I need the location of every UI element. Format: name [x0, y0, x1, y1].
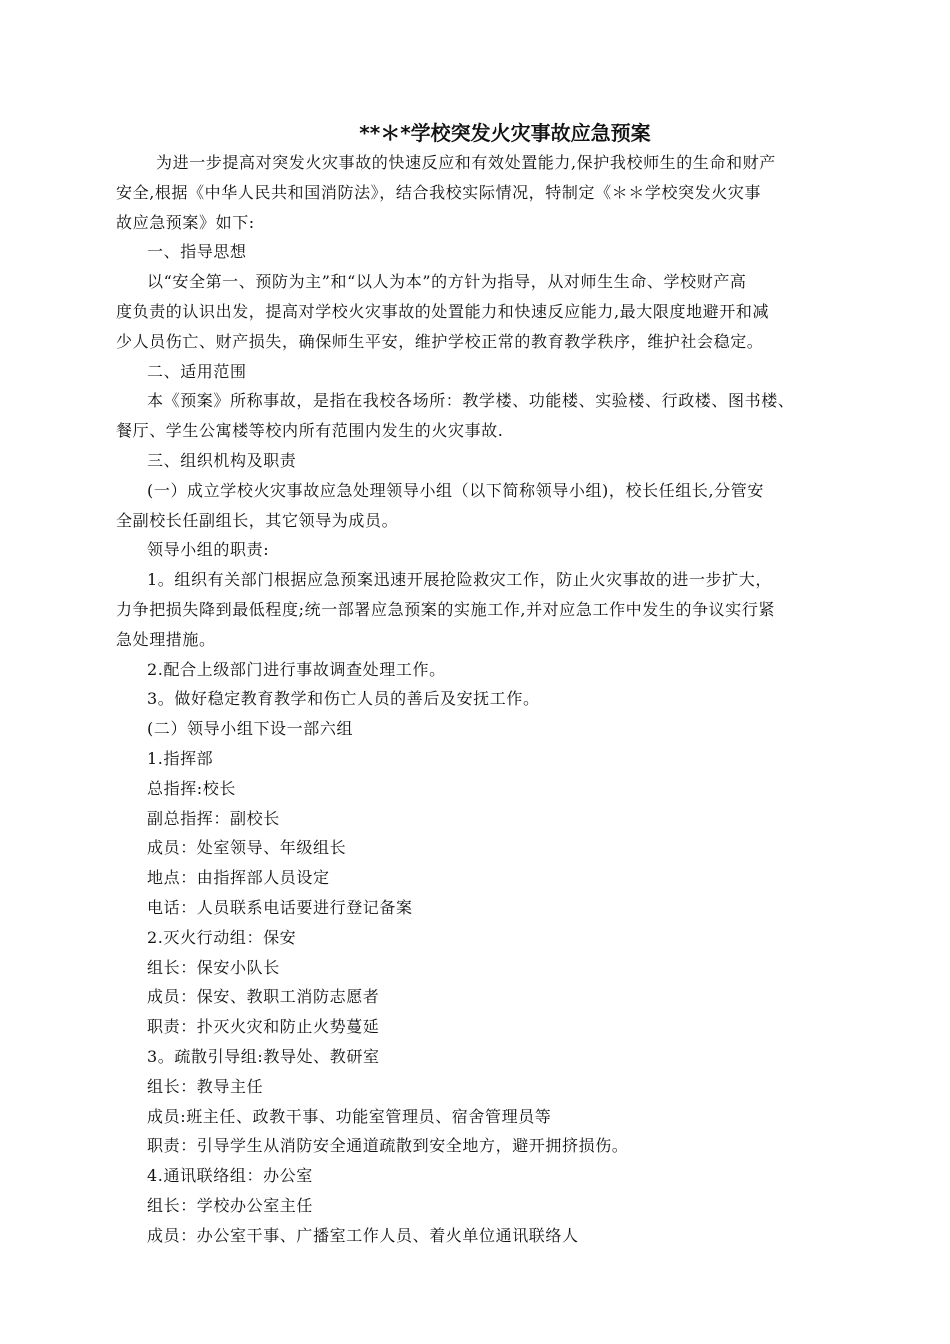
section-heading: 三、组织机构及职责 — [147, 450, 297, 470]
paragraph-line: 急处理措施。 — [116, 629, 216, 649]
list-item: 副总指挥：副校长 — [147, 808, 280, 828]
list-item: 3。疏散引导组:教导处、教研室 — [147, 1046, 380, 1066]
list-item: 成员：保安、教职工消防志愿者 — [147, 987, 380, 1007]
paragraph-line: 1。组织有关部门根据应急预案迅速开展抢险救灾工作，防止火灾事故的进一步扩大， — [147, 570, 772, 590]
list-item: 4.通讯联络组：办公室 — [147, 1166, 313, 1186]
paragraph-line: (一）成立学校火灾事故应急处理领导小组（以下简称领导小组)，校长任组长,分管安 — [147, 480, 764, 500]
list-item: 成员：办公室干事、广播室工作人员、着火单位通讯联络人 — [147, 1225, 579, 1245]
paragraph-line: 少人员伤亡、财产损失，确保师生平安，维护学校正常的教育教学秩序，维护社会稳定。 — [116, 331, 764, 351]
list-item: 成员：处室领导、年级组长 — [147, 838, 347, 858]
list-item: 职责：扑灭火灾和防止火势蔓延 — [147, 1017, 380, 1037]
document-title: **＊*学校突发火灾事故应急预案 — [359, 121, 651, 145]
subsection-heading: (二）领导小组下设一部六组 — [147, 719, 354, 739]
paragraph-line: 以“安全第一、预防为主”和“以人为本”的方针为指导，从对师生生命、学校财产高 — [147, 272, 747, 292]
list-item: 组长：教导主任 — [147, 1076, 264, 1096]
paragraph-line: 领导小组的职责: — [147, 540, 270, 560]
document-body — [116, 148, 892, 1250]
section-heading: 一、指导思想 — [147, 242, 247, 262]
paragraph-line: 为进一步提高对突发火灾事故的快速反应和有效处置能力,保护我校师生的生命和财产 — [156, 153, 776, 172]
list-item: 2.灭火行动组：保安 — [147, 927, 297, 947]
list-item: 地点：由指挥部人员设定 — [147, 868, 330, 888]
list-item: 1.指挥部 — [147, 748, 214, 768]
paragraph-line: 力争把损失降到最低程度;统一部署应急预案的实施工作,并对应急工作中发生的争议实行紧 — [116, 599, 776, 619]
paragraph-line: 全副校长任副组长，其它领导为成员。 — [116, 510, 399, 530]
paragraph-line: 安全,根据《中华人民共和国消防法》，结合我校实际情况，特制定《＊＊学校突发火灾事 — [116, 182, 762, 202]
list-item: 总指挥:校长 — [147, 778, 236, 798]
list-item: 组长：保安小队长 — [147, 957, 280, 977]
paragraph-line: 2.配合上级部门进行事故调查处理工作。 — [147, 659, 446, 679]
list-item: 组长：学校办公室主任 — [147, 1195, 314, 1215]
paragraph-line: 故应急预案》如下: — [116, 212, 255, 232]
paragraph-line: 3。做好稳定教育教学和伤亡人员的善后及安抚工作。 — [147, 689, 540, 709]
list-item: 电话：人员联系电话要进行登记备案 — [147, 897, 413, 917]
paragraph-line: 餐厅、学生公寓楼等校内所有范围内发生的火灾事故. — [116, 421, 504, 441]
paragraph-line: 本《预案》所称事故，是指在我校各场所：教学楼、功能楼、实验楼、行政楼、图书楼、 — [147, 391, 795, 411]
section-heading: 二、适用范围 — [147, 361, 247, 381]
list-item: 成员:班主任、政教干事、功能室管理员、宿舍管理员等 — [147, 1106, 552, 1126]
paragraph-line: 度负责的认识出发，提高对学校火灾事故的处置能力和快速反应能力,最大限度地避开和减 — [116, 301, 770, 321]
list-item: 职责：引导学生从消防安全通道疏散到安全地方，避开拥挤损伤。 — [147, 1136, 629, 1156]
